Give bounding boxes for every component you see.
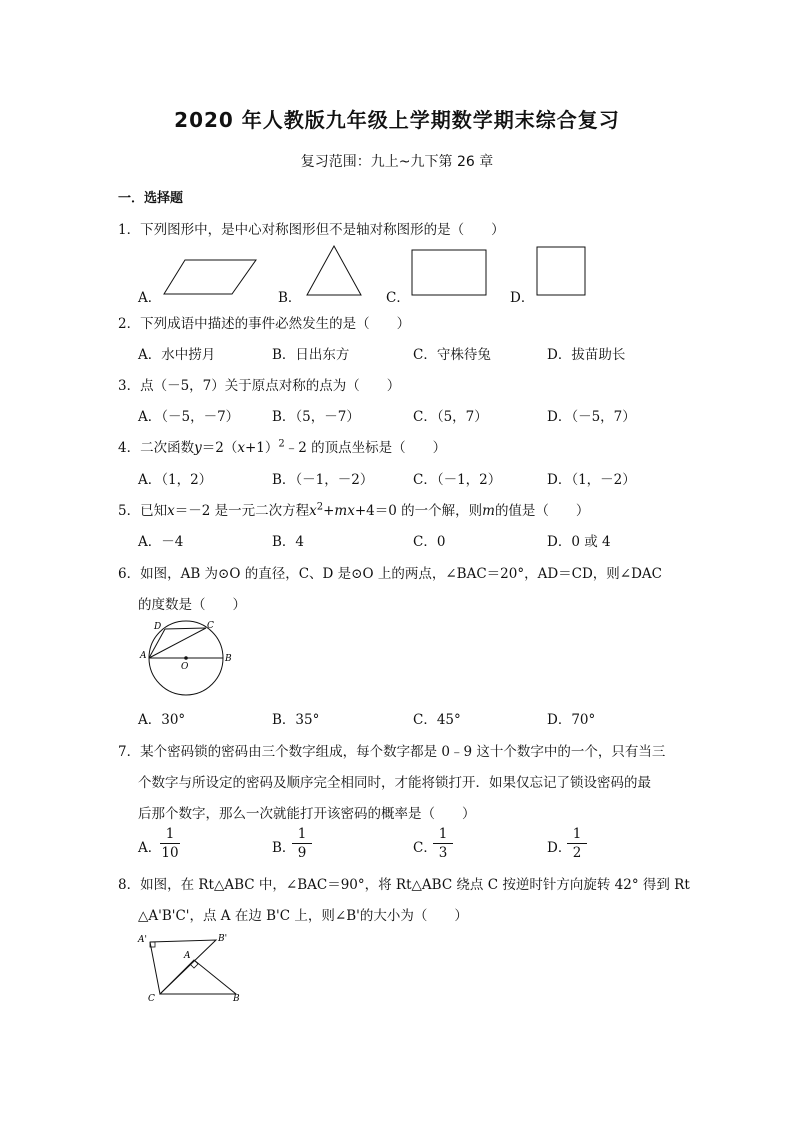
page-title: 2020 年人教版九年级上学期数学期末综合复习 [174, 108, 620, 132]
q4-option-d: D．（1，－2） [547, 472, 636, 488]
question-7-stem-line-3: 后那个数字，那么一次就能打开该密码的概率是（ ） [138, 806, 476, 822]
question-4-stem: 4．二次函数$y=2(x+1)^2﹣2$ 的顶点坐标是（ ） [118, 438, 447, 456]
section-heading: 一．选择题 [118, 191, 184, 206]
question-8-stem-line-1: 8．如图，在 Rt△ABC 中，∠BAC＝90°，将 Rt△ABC 绕点 C 按逆时针方向旋转 42° 得到 Rt [118, 877, 690, 893]
q3-option-d: D．（－5，7） [547, 409, 636, 425]
q1-option-c: C． [386, 290, 410, 306]
question-3-stem: 3．点（－5，7）关于原点对称的点为（ ） [118, 378, 401, 394]
q2-option-c: C．守株待兔 [413, 347, 491, 363]
q1-triangle-figure [303, 243, 365, 297]
q7-option-d: D． [547, 840, 572, 856]
q1-option-b: B． [278, 290, 302, 306]
q2-option-b: B．日出东方 [272, 347, 350, 363]
q6-label-c: C [207, 621, 214, 631]
q6-label-b: B [225, 654, 232, 664]
q6-option-d: D．70° [547, 712, 596, 728]
q2-option-d: D．拔苗助长 [547, 347, 626, 363]
q8-rotation-figure [136, 930, 256, 1008]
question-6-stem-line-2: 的度数是（ ） [138, 597, 246, 613]
q1-square-figure [535, 245, 589, 297]
q6-option-c: C．45° [413, 712, 461, 728]
q1-rectangle-figure [410, 248, 490, 298]
q4-option-c: C．（－1，2） [413, 472, 502, 488]
q3-option-b: B．（5，－7） [272, 409, 360, 425]
q5-option-c: C．0 [413, 534, 446, 550]
q8-label-c: C [148, 994, 155, 1004]
question-7-stem-line-1: 7．某个密码锁的密码由三个数字组成，每个数字都是 0﹣9 这十个数字中的一个，只有当三 [118, 744, 666, 760]
q6-circle-figure [138, 618, 238, 698]
q6-label-a: A [140, 651, 147, 661]
question-7-stem-line-2: 个数字与所设定的密码及顺序完全相同时，才能将锁打开．如果仅忘记了锁设密码的最 [138, 775, 651, 791]
q1-parallelogram-figure [160, 256, 260, 298]
q2-option-a: A．水中捞月 [138, 347, 216, 363]
q5-option-b: B．4 [272, 534, 305, 550]
q3-option-c: C．（5，7） [413, 409, 488, 425]
q8-label-a-prime: A' [138, 935, 147, 945]
question-8-stem-line-2: △A'B'C'，点 A 在边 B'C 上，则∠B'的大小为（ ） [138, 908, 468, 924]
q7-fraction-d: 1 2 [567, 826, 587, 861]
question-6-stem-line-1: 6．如图，AB 为⊙O 的直径，C、D 是⊙O 上的两点，∠BAC＝20°，AD＝CD，则∠DAC [118, 566, 663, 582]
q4-option-b: B．（－1，－2） [272, 472, 374, 488]
q5-option-d: D．0 或 4 [547, 534, 611, 550]
q8-label-b: B [233, 994, 240, 1004]
question-2-stem: 2．下列成语中描述的事件必然发生的是（ ） [118, 316, 411, 332]
q8-label-a: A [184, 951, 191, 961]
q5-option-a: A．－4 [138, 534, 184, 550]
q1-option-d: D． [510, 290, 535, 306]
q7-fraction-b: 1 9 [292, 826, 312, 861]
page-subtitle: 复习范围：九上~九下第 26 章 [300, 154, 494, 170]
q7-fraction-a: 1 10 [161, 826, 179, 861]
q1-option-a: A． [138, 290, 162, 306]
q6-option-b: B．35° [272, 712, 320, 728]
q7-fraction-c: 1 3 [433, 826, 453, 861]
q6-label-o: O [181, 662, 189, 672]
q6-option-a: A．30° [138, 712, 186, 728]
q7-option-b: B． [272, 840, 296, 856]
q8-label-b-prime: B' [218, 934, 228, 944]
q4-option-a: A．（1，2） [138, 472, 213, 488]
q6-label-d: D [154, 622, 162, 632]
q7-option-c: C． [413, 840, 437, 856]
question-1-stem: 1．下列图形中，是中心对称图形但不是轴对称图形的是（ ） [118, 222, 505, 238]
question-5-stem: 5．已知x＝－2 是一元二次方程$x^2+mx+4=0$ 的一个解，则m的值是（ ） [118, 501, 590, 519]
q3-option-a: A．（－5，－7） [138, 409, 240, 425]
q7-option-a: A． [138, 840, 162, 856]
